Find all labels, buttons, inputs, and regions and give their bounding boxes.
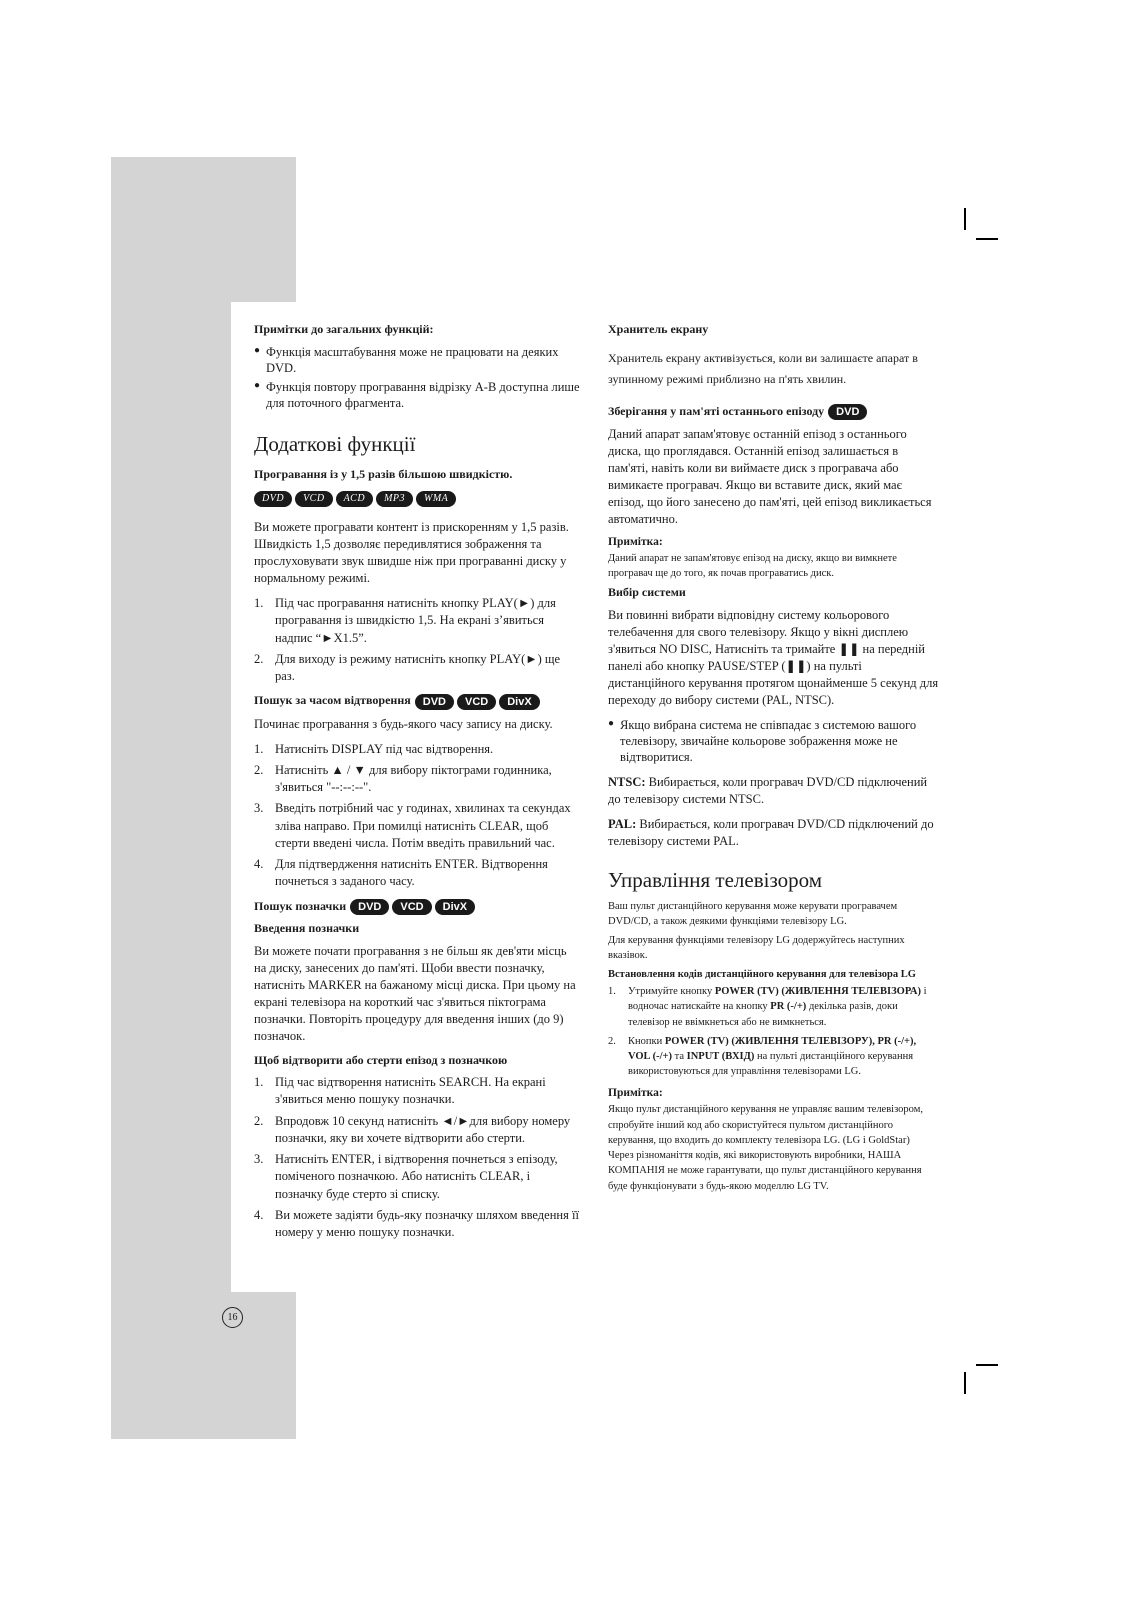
right-column xyxy=(608,322,940,1198)
list-item: 2. Для виходу із режиму натисніть кнопку PLAY(►) ще раз. xyxy=(254,651,561,684)
fast-play-badges xyxy=(254,488,581,507)
system-select-list xyxy=(608,717,940,766)
memory-note-title: Примітка: xyxy=(608,535,663,548)
marker-recall-steps xyxy=(254,1074,581,1241)
section-heading-additional-functions: Додаткові функції xyxy=(254,431,416,456)
disc-badge-dvd: DVD xyxy=(254,491,292,507)
general-notes-list xyxy=(254,344,581,412)
tv-note-text: Якщо пульт дистанційного керування не управляє вашим телевізором, спробуйте інший код або скористуйтеся пультом дистанційного керування, що входить до комплекту телевізора LG. (LG і GoldStar) Через різноманіття кодів, які використовують виробники, НАША КОМПАНІЯ не може гарантувати, що пульт дистанційного керування буде функціонувати з будь-якою моделлю LG TV. xyxy=(608,1104,923,1192)
disc-badge-acd: ACD xyxy=(336,491,374,507)
list-item: 4. Ви можете задіяти будь-яку позначку шляхом введення її номеру у меню пошуку позначки. xyxy=(254,1207,579,1240)
ntsc-description: NTSC: Вибирається, коли програвач DVD/CD підключений до телевізору системи NTSC. xyxy=(608,774,928,806)
last-scene-memory-title: Зберігання у пам'яті останнього епізоду DVD xyxy=(608,404,940,420)
list-item: 1. Натисніть DISPLAY під час відтворення. xyxy=(254,741,494,756)
tv-codes-steps xyxy=(608,984,940,1079)
disc-badge-vcd: VCD xyxy=(392,899,431,915)
crop-mark-top-horizontal xyxy=(976,238,998,240)
fast-play-intro: Ви можете програвати контент із прискоренням у 1,5 разів. Швидкість 1,5 дозволяє передивлятися зображення та прослуховувати звук швидше ніж при програванні диску у нормальному режимі. xyxy=(254,520,569,586)
marker-search-title: Пошук позначки DVD VCD DivX xyxy=(254,899,581,915)
list-item: 1. Утримуйте кнопку POWER (TV) (ЖИВЛЕННЯ ТЕЛЕВІЗОРА) і водночас натискайте на кнопку PR (-/+) декілька разів, доки телевізор не ввімкнеться або не вимкнеться. xyxy=(608,986,927,1028)
disc-badge-divx: DivX xyxy=(435,899,475,915)
marker-entry-text: Ви можете почати програвання з не більш як дев'яти місць на диску, занесених до пам'яті. Щоби ввести позначку, натисніть MARKER на бажаному місці диска. При цьому на екрані телевізора на короткий час з'явиться піктограма позначки. Повторіть процедуру для введення інших (до 9) позначок. xyxy=(254,943,576,1043)
disc-badge-dvd: DVD xyxy=(350,899,389,915)
list-item: 2. Натисніть ▲ / ▼ для вибору піктограми годинника, з'явиться "--:--:--". xyxy=(254,762,552,795)
crop-mark-bottom-horizontal xyxy=(976,1364,998,1366)
time-search-steps xyxy=(254,741,581,891)
tv-codes-title: Встановлення кодів дистанційного керування для телевізора LG xyxy=(608,968,916,980)
system-select-text: Ви повинні вибрати відповідну систему кольорового телебачення для свого телевізору. Якщо у вікні дисплею з'явиться NO DISC, Натисніть та тримайте ❚❚ на передній панелі або кнопку PAUSE/STEP (❚❚) на пульті дистанційного керування протягом щонайменше 5 секунд для переходу до вибору системи (PAL, NTSC). xyxy=(608,607,939,707)
list-item: ● Функція повтору програвання відрізку A-B доступна лише для поточного фрагмента. xyxy=(254,379,581,412)
list-item: 4. Для підтвердження натисніть ENTER. Відтворення почнеться з заданого часу. xyxy=(254,857,548,889)
list-item: 2. Кнопки POWER (TV) (ЖИВЛЕННЯ ТЕЛЕВІЗОРУ), PR (-/+), VOL (-/+) та INPUT (ВХІД) на пульті дистанційного керування використовуються для управління телевізорами LG. xyxy=(608,1035,917,1078)
disc-badge-dvd: DVD xyxy=(828,404,867,420)
list-item: 1. Під час відтворення натисніть SEARCH. На екрані з'явиться меню пошуку позначки. xyxy=(254,1075,546,1107)
tv-control-intro-2: Для керування функціями телевізору LG додержуйтесь наступних вказівок. xyxy=(608,935,905,962)
list-item: 3. Введіть потрібний час у годинах, хвилинах та секундах зліва направо. При помилці натисніть CLEAR, щоб стерти введені числа. Потім введіть правильний час. xyxy=(254,801,571,850)
disc-badge-vcd: VCD xyxy=(457,694,496,710)
crop-mark-top-vertical xyxy=(964,208,966,230)
system-select-title: Вибір системи xyxy=(608,585,686,600)
screen-saver-text: Хранитель екрану активізується, коли ви залишаєте апарат в зупинному режимі приблизно на п'ять хвилин. xyxy=(608,350,918,386)
general-notes-title: Примітки до загальних функцій: xyxy=(254,322,434,336)
marker-entry-subtitle: Введення позначки xyxy=(254,920,360,935)
list-item: 2. Впродовж 10 секунд натисніть ◄/►для вибору номеру позначки, яку ви хочете відтворити або стерти. xyxy=(254,1113,571,1145)
left-column xyxy=(254,322,581,1249)
page-number: 16 xyxy=(222,1307,243,1328)
list-item: ● Функція масштабування може не працювати на деяких DVD. xyxy=(254,344,581,377)
list-item: ● Якщо вибрана система не співпадає з системою вашого телевізору, звичайне кольорове зображення може не відтворитися. xyxy=(608,717,940,766)
fast-play-steps xyxy=(254,595,581,685)
memory-note-text: Даний апарат не запам'ятовує епізод на диску, якщо ви вимкнете програвач ще до того, як почав програватись диск. xyxy=(608,552,897,580)
tv-control-intro: Ваш пульт дистанційного керування може керувати програвачем DVD/CD, а також деякими функціями телевізору LG. xyxy=(608,900,898,927)
disc-badge-wma: WMA xyxy=(416,491,456,507)
screen-saver-title: Хранитель екрану xyxy=(608,322,709,336)
disc-badge-vcd: VCD xyxy=(295,491,333,507)
marker-recall-title: Щоб відтворити або стерти епізод з позначкою xyxy=(254,1052,508,1067)
disc-badge-divx: DivX xyxy=(499,694,539,710)
list-item: 1. Під час програвання натисніть кнопку PLAY(►) для програвання із швидкістю 1,5. На екрані з’явиться надпис “►X1.5”. xyxy=(254,596,556,645)
time-search-title: Пошук за часом відтворення DVD VCD DivX xyxy=(254,693,581,709)
tv-note-title: Примітка: xyxy=(608,1087,663,1100)
fast-play-title: Програвання із у 1,5 разів більшою швидкістю. xyxy=(254,466,513,481)
list-item: 3. Натисніть ENTER, і відтворення почнеться з епізоду, поміченого позначкою. Або натисніть CLEAR, і позначку буде стерто зі списку. xyxy=(254,1152,558,1201)
section-heading-tv-control: Управління телевізором xyxy=(608,867,823,892)
time-search-intro: Починає програвання з будь-якого часу запису на диску. xyxy=(254,716,553,731)
disc-badge-dvd: DVD xyxy=(415,694,454,710)
pal-description: PAL: Вибирається, коли програвач DVD/CD підключений до телевізору системи PAL. xyxy=(608,816,934,848)
disc-badge-mp3: MP3 xyxy=(376,491,413,507)
crop-mark-bottom-vertical xyxy=(964,1372,966,1394)
last-scene-memory-text: Даний апарат запам'ятовує останній епізод з останнього диска, що проглядався. Останній епізод залишається в пам'яті, навіть коли ви виймаєте диск з програвача або вимикаєте програвач. Якщо ви вставите диск, який має епізод, що його занесено до пам'яті, цей епізод викликається автоматично. xyxy=(608,426,932,526)
